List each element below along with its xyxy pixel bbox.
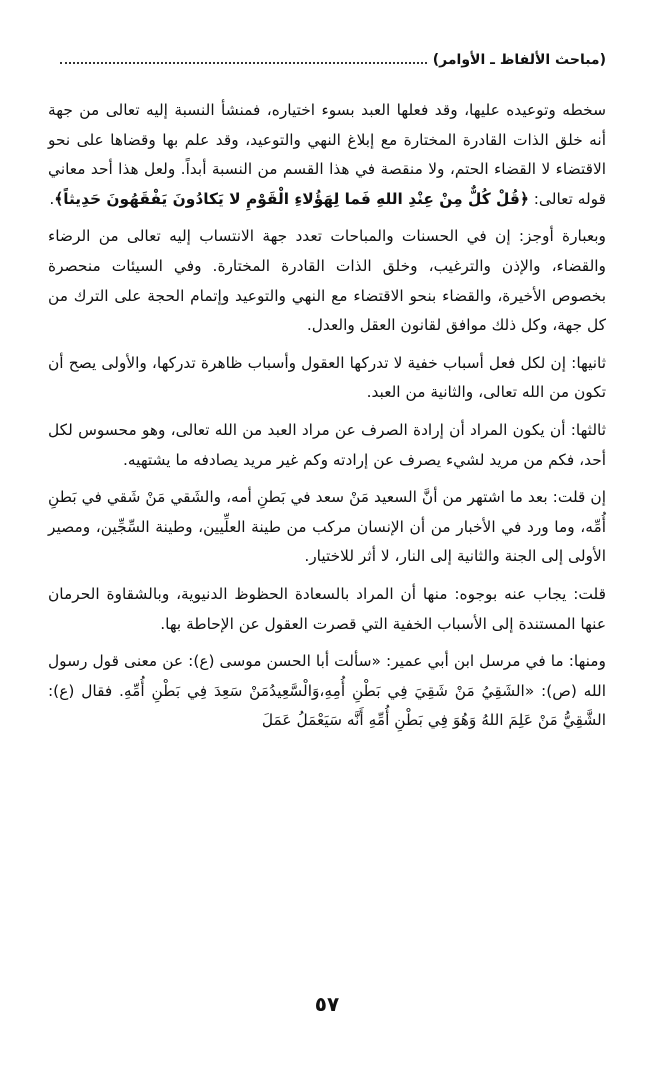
paragraph-7: ومنها: ما في مرسل ابن أبي عمير: «سألت أبا الحسن موسى (ع): عن معنى قول رسول الله (ص): «الشَقِيُ مَنْ شَقِيَ فِي بَطْنِ أُمِهِ،وَالْسَّعِيدُمَنْ سَعِدَ فِي بَطْنِ أُمِّهِ. فقال (ع): الشَّقِيُّ مَنْ عَلِمَ اللهُ وَهُوَ فِي بَطْنِ أُمِّهِ أَنَّه سَيَعْمَلُ عَمَلَ: [48, 652, 606, 730]
page-number: ٥٧: [314, 992, 340, 1016]
chapter-title: (مباحث الألفاظ ـ الأوامر): [432, 52, 606, 68]
running-header: [60, 52, 606, 68]
paragraph-5: إن قلت: بعد ما اشتهر من أنَّ السعيد مَنْ سعد في بَطنِ أمه، والشَقي مَنْ شَقي في بَطنِ أُمِّه، وما ورد في الأخبار من أن الإنسان مركب من طينة العلِّيين، وطينة السِّجِّين، ومصير الأولى إلى الجنة والثانية إلى النار، لا أثر للاختيار.: [48, 488, 606, 566]
paragraph-6: قلت: يجاب عنه بوجوه: منها أن المراد بالسعادة الحظوظ الدنيوية، وبالشقاوة الحرمان عنها المستندة إلى الأسباب الخفية التي قصرت العقول عن الإحاطة بها.: [48, 584, 606, 633]
paragraph-1: [48, 96, 606, 214]
quran-verse: ﴿قُلْ كُلٌّ مِنْ عِنْدِ اللهِ فَما لِهَؤُلاءِ الْقَوْمِ لا يَكادُونَ يَفْقَهُونَ حَدِيثاً﴾: [54, 189, 529, 208]
paragraph-3: ثانيها: إن لكل فعل أسباب خفية لا تدركها العقول وأسباب ظاهرة تدركها، والأولى يصح أن تكون من الله تعالى، والثانية من العبد.: [48, 353, 606, 402]
paragraph-2: وبعبارة أوجز: إن في الحسنات والمباحات تعدد جهة الانتساب إليه تعالى من الرضاء والقضاء، والإذن والترغيب، وخلق الذات القادرة المختارة. وفي السيئات منحصرة بخصوص الأخيرة، والقضاء بنحو الاقتضاء مع النهي والتوعيد وإتمام الحجة على الترك من كل جهة، وكل ذلك موافق لقانون العقل والعدل.: [48, 227, 606, 335]
paragraph-text: سخطه وتوعيده عليها، وقد فعلها العبد بسوء اختياره، فمنشأ النسبة إليه تعالى من جهة أنه خلق الذات القادرة المختارة مع إبلاغ النهي والتوعيد، وقد علم بها وقضاها على نحو الاقتضاء لا القضاء الحتم، ولا منقصة في هذا القسم من النسبة أبداً. ولعل هذا أحد معاني قوله تعالى:: [48, 101, 606, 208]
paragraph-tail: .: [49, 189, 55, 208]
paragraph-4: ثالثها: أن يكون المراد أن إرادة الصرف عن مراد العبد من الله تعالى، وهو محسوس لكل أحد، فكم من مريد لشيء يصرف عن إرادته وكم غير مريد يصادفه ما يشتهيه.: [48, 420, 606, 469]
page-body: [48, 96, 606, 736]
header-leader-dots: [60, 52, 427, 64]
